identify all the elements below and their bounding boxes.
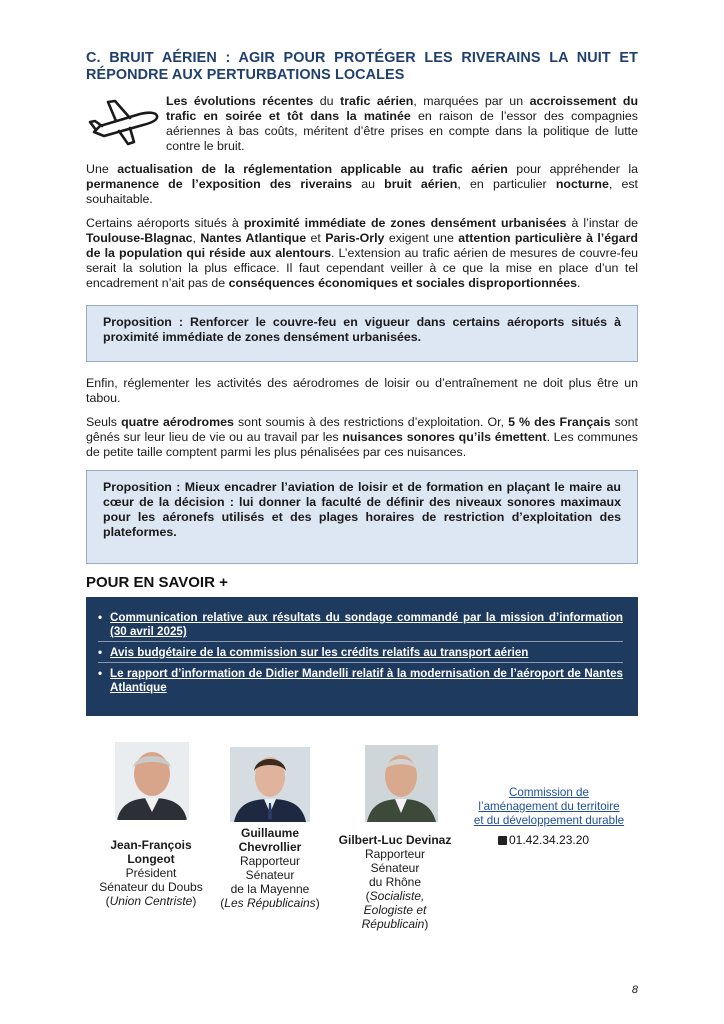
phone-number: 01.42.34.23.20 — [509, 833, 590, 847]
link-sondage[interactable]: Communication relative aux résultats du sondage commandé par la mission d’information (30 avril 2025) — [110, 611, 623, 638]
intro-text-1: du — [313, 94, 341, 108]
person-department: du Rhône — [368, 875, 422, 889]
person-group-name: Les Républicains — [224, 896, 316, 910]
commission-line-3[interactable]: et du développement durable — [473, 814, 625, 827]
p2-bold-5: attention particulière à l’égard de la population qui réside aux alentours — [86, 231, 638, 260]
p2-text-1: Certains aéroports situés à — [86, 216, 244, 230]
pour-en-savoir-heading: POUR EN SAVOIR + — [86, 574, 228, 591]
intro-text-3: en raison de l’essor des compagnies aériennes à bas coûts, méritent d’être prises en compte dans la politique de lutte contre le bruit. — [166, 109, 638, 153]
intro-block — [86, 94, 638, 154]
link-item[interactable] — [98, 642, 623, 663]
commission-line-1[interactable]: Commission de — [509, 786, 589, 799]
p4-bold-3: nuisances sonores qu’ils émettent — [342, 430, 547, 444]
person-group-name: Union Centriste — [109, 894, 193, 908]
proposal-box-2: Proposition : Mieux encadrer l’aviation de loisir et de formation en plaçant le maire au cœur de la décision : lui donner la faculté de définir des niveaux sonores maximaux pour les aéronefs utilisés et des plages horaires de restriction d’exploitation des plateformes. — [86, 470, 638, 564]
p2-bold-4: Paris-Orly — [325, 231, 385, 245]
p4-text-4: . Les communes de petite taille comptent parmi les plus pénalisées par ces nuisances. — [86, 430, 639, 459]
links-box — [86, 597, 638, 716]
p4-text-1: Seuls — [86, 415, 122, 429]
p1-text-5: , est souhaitable. — [86, 177, 639, 206]
p4-text-3: sont gênés sur leur lieu de vie ou au travail par les — [86, 415, 638, 444]
person-group: (Les Républicains) — [220, 896, 320, 910]
p4-bold-2: 5 % des Français — [508, 415, 611, 429]
person-role: Président — [125, 866, 177, 880]
p4-text-2: sont soumis à des restrictions d’exploitation. Or, — [233, 415, 509, 429]
person-longeot — [96, 838, 206, 908]
p2-text-2: à l’instar de — [566, 216, 639, 230]
p1-text-3: au — [352, 177, 385, 191]
page-content — [86, 50, 638, 716]
person-name: Jean-François Longeot — [110, 838, 192, 866]
bullet-icon: • — [98, 667, 103, 680]
section-title: C. BRUIT AÉRIEN : AGIR POUR PROTÉGER LES RIVERAINS LA NUIT ET RÉPONDRE AUX PERTURBATIONS LOCALES — [86, 50, 638, 83]
person-devinaz — [330, 833, 460, 931]
person-group: (Socialiste, Eologiste et Républicain) — [361, 889, 429, 931]
p2-bold-6: conséquences économiques et sociales disproportionnées — [228, 276, 578, 290]
person-name: Gilbert-Luc Devinaz — [338, 833, 452, 847]
p1-bold-4: nocturne — [555, 177, 609, 191]
p1-bold-2: permanence de l’exposition des riverains — [86, 177, 353, 191]
p1-text-2: pour appréhender la — [507, 162, 638, 176]
photo-chevrollier — [230, 747, 310, 822]
link-rapport-nantes[interactable]: Le rapport d’information de Didier Mandelli relatif à la modernisation de l’aéroport de Nantes Atlantique — [110, 667, 623, 694]
p1-text-4: , en particulier — [457, 177, 556, 191]
person-chevrollier — [210, 826, 330, 910]
p2-bold-2: Toulouse-Blagnac — [86, 231, 193, 245]
person-role: Rapporteur — [239, 854, 301, 868]
person-department: de la Mayenne — [230, 882, 310, 896]
phone-icon — [498, 836, 507, 845]
p2-text-5: exigent une — [384, 231, 459, 245]
person-role: Rapporteur — [364, 847, 426, 861]
intro-text — [166, 94, 638, 154]
paragraph-airports — [86, 216, 638, 291]
p1-bold-3: bruit aérien — [384, 177, 458, 191]
person-group-name: Socialiste, Eologiste et Républicain — [361, 889, 427, 931]
commission-line-2[interactable]: l’aménagement du territoire — [478, 800, 620, 813]
p1-text-1: Une — [86, 162, 118, 176]
photo-longeot — [115, 742, 189, 820]
bullet-icon: • — [98, 646, 103, 659]
intro-bold-2: trafic aérien — [340, 94, 414, 108]
person-name: Guillaume Chevrollier — [238, 826, 302, 854]
p2-text-4: et — [306, 231, 326, 245]
link-item[interactable] — [98, 607, 623, 642]
p1-bold-1: actualisation de la réglementation applicable au trafic aérien — [117, 162, 508, 176]
p2-text-3: , — [192, 231, 201, 245]
intro-text-2: , marquées par un — [413, 94, 530, 108]
person-senator: Sénateur — [370, 861, 420, 875]
p2-bold-3: Nantes Atlantique — [200, 231, 307, 245]
person-senator: Sénateur du Doubs — [99, 880, 203, 894]
p2-bold-1: proximité immédiate de zones densément urbanisées — [243, 216, 567, 230]
person-group: (Union Centriste) — [105, 894, 197, 908]
intro-bold-1: Les évolutions récentes — [166, 94, 314, 108]
paragraph-regulation — [86, 162, 638, 207]
p4-bold-1: quatre aérodromes — [121, 415, 234, 429]
link-item[interactable] — [98, 663, 623, 697]
airplane-icon — [86, 92, 166, 153]
paragraph-aerodromes — [86, 415, 638, 460]
person-senator: Sénateur — [245, 868, 295, 882]
page-number: 8 — [631, 984, 638, 996]
commission-link[interactable] — [466, 786, 632, 828]
p2-text-7: . — [577, 276, 581, 290]
phone-contact — [498, 833, 589, 847]
bullet-icon: • — [98, 611, 103, 624]
p2-text-6: . L’extension au trafic aérien de mesures de couvre-feu serait la solution la plus efficace. Il faut cependant veiller à ce que la mise en place d’un tel encadrement n’ait pas de — [86, 246, 638, 290]
proposal-box-1: Proposition : Renforcer le couvre-feu en vigueur dans certains aéroports situés à proximité immédiate de zones densément urbanisées. — [86, 305, 638, 362]
intro-bold-3: accroissement du trafic en soirée et tôt dans la matinée — [166, 94, 639, 123]
paragraph-leisure: Enfin, réglementer les activités des aérodromes de loisir ou d’entraînement ne doit plus être un tabou. — [86, 376, 638, 405]
photo-devinaz — [365, 745, 438, 822]
link-avis-budgetaire[interactable]: Avis budgétaire de la commission sur les crédits relatifs au transport aérien — [110, 646, 529, 659]
